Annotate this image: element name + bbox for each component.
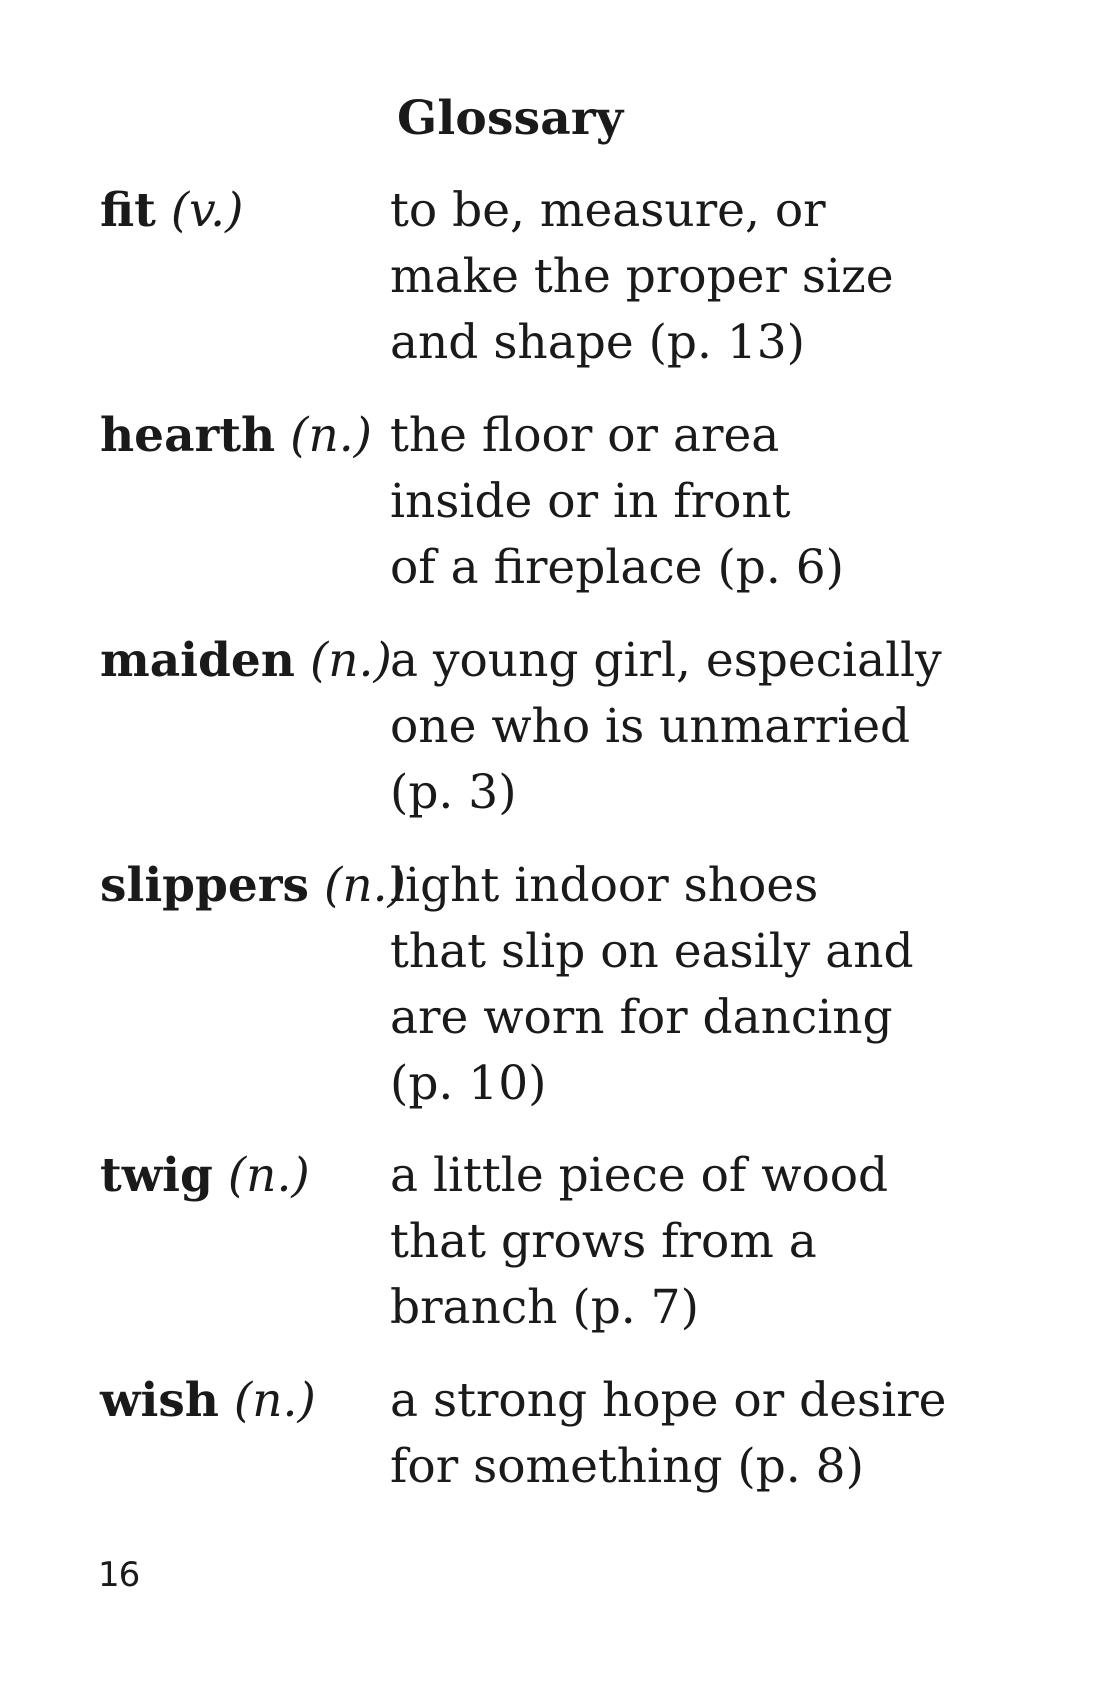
- glossary-term: [100, 628, 392, 694]
- definition-line: (p. 3): [390, 765, 517, 820]
- definition-line: a strong hope or desire: [390, 1373, 947, 1428]
- definition-line: that grows from a: [390, 1214, 817, 1269]
- term-part-of-speech: (n.): [290, 408, 373, 463]
- term-word: twig: [100, 1148, 213, 1203]
- glossary-term: [100, 853, 406, 919]
- page-title: Glossary: [397, 91, 624, 146]
- glossary-definition: [390, 178, 990, 376]
- definition-line: one who is unmarried: [390, 699, 911, 754]
- term-word: slippers: [100, 858, 310, 913]
- term-part-of-speech: (n.): [309, 633, 392, 688]
- glossary-term: [100, 403, 372, 469]
- definition-line: branch (p. 7): [390, 1280, 699, 1335]
- definition-line: and shape (p. 13): [390, 315, 806, 370]
- term-part-of-speech: (n.): [227, 1148, 310, 1203]
- term-part-of-speech: (n.): [233, 1373, 316, 1428]
- definition-line: are worn for dancing: [390, 990, 893, 1045]
- term-word: hearth: [100, 408, 276, 463]
- definition-line: to be, measure, or: [390, 183, 826, 238]
- term-word: wish: [100, 1373, 219, 1428]
- definition-line: make the proper size: [390, 249, 894, 304]
- term-word: maiden: [100, 633, 295, 688]
- definition-line: the floor or area: [390, 408, 780, 463]
- term-part-of-speech: (n.): [323, 858, 406, 913]
- definition-line: of a fireplace (p. 6): [390, 540, 844, 595]
- definition-line: a little piece of wood: [390, 1148, 889, 1203]
- term-part-of-speech: (v.): [170, 183, 244, 238]
- glossary-definition: [390, 1368, 990, 1500]
- definition-line: inside or in front: [390, 474, 791, 529]
- page-number: 16: [98, 1555, 140, 1595]
- glossary-definition: [390, 403, 990, 601]
- glossary-term: [100, 1143, 310, 1209]
- glossary-definition: [390, 853, 990, 1117]
- term-word: fit: [100, 183, 156, 238]
- definition-line: for something (p. 8): [390, 1439, 864, 1494]
- definition-line: (p. 10): [390, 1056, 547, 1111]
- glossary-definition: [390, 1143, 990, 1341]
- definition-line: that slip on easily and: [390, 924, 914, 979]
- definition-line: a young girl, especially: [390, 633, 942, 688]
- glossary-definition: [390, 628, 990, 826]
- definition-line: light indoor shoes: [390, 858, 819, 913]
- glossary-term: [100, 1368, 316, 1434]
- glossary-term: [100, 178, 243, 244]
